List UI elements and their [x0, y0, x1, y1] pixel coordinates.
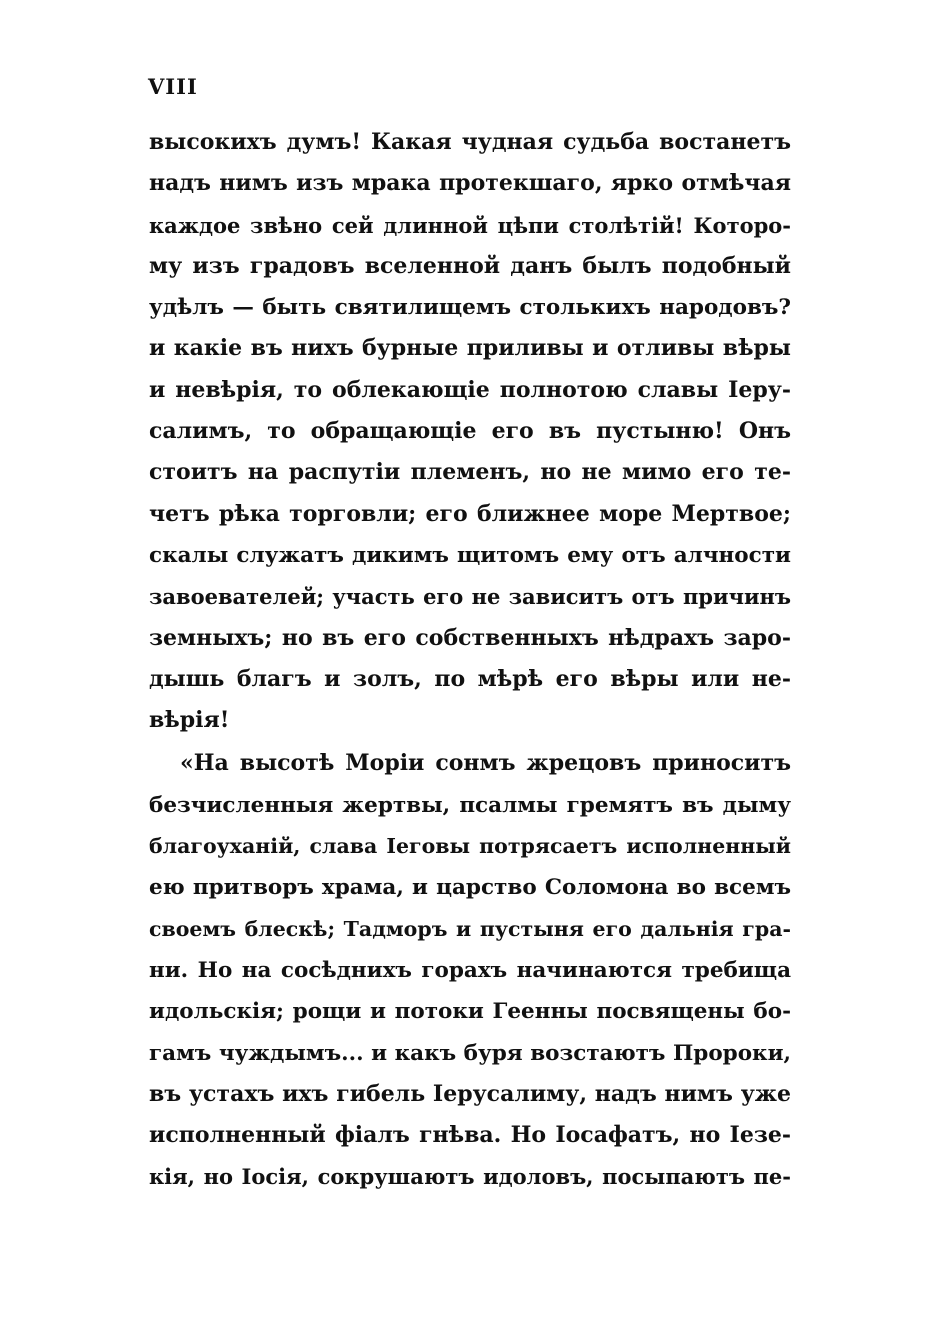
text-line: надъ нимъ изъ мрака протекшаго, ярко отмѣчая: [149, 170, 791, 197]
text-line: ни. Но на сосѣднихъ горахъ начинаются требища: [149, 957, 791, 983]
text-line: салимъ, то обращающіе его въ пустыню! Онъ: [149, 418, 791, 445]
text-line: дышь благъ и золъ, по мѣрѣ его вѣры или не-: [149, 665, 791, 692]
text-line: безчисленныя жертвы, псалмы гремятъ въ дыму: [149, 792, 791, 818]
page-number: VIII: [148, 74, 198, 99]
body-text: [149, 122, 791, 1198]
paragraph-2: [149, 743, 791, 1197]
text-line: земныхъ; но въ его собственныхъ нѣдрахъ заро-: [149, 624, 791, 651]
text-line: въ устахъ ихъ гибель Іерусалиму, надъ нимъ уже: [149, 1080, 791, 1107]
text-line: и какіе въ нихъ бурные приливы и отливы вѣры: [149, 335, 791, 362]
text-line: каждое звѣно сей длинной цѣпи столѣтій! Которо-: [149, 212, 791, 238]
text-line: и невѣрія, то облекающіе полнотою славы Іеру-: [149, 376, 791, 403]
text-line: стоитъ на распутіи племенъ, но не мимо его те-: [149, 459, 791, 486]
text-line: идольскія; рощи и потоки Геенны посвящены бо-: [149, 999, 791, 1025]
text-line: исполненный фіалъ гнѣва. Но Іосафатъ, но Іезе-: [149, 1122, 791, 1149]
paragraph-1: [149, 122, 791, 741]
text-line: вѣрія!: [149, 707, 230, 734]
text-line: высокихъ думъ! Какая чудная судьба востанетъ: [149, 129, 791, 155]
text-line: гамъ чуждымъ... и какъ буря возстаютъ Пророки,: [149, 1040, 791, 1066]
text-line: му изъ градовъ вселенной данъ былъ подобный: [149, 252, 791, 279]
text-line: удѣлъ — быть святилищемъ столькихъ народовъ?: [149, 295, 791, 321]
text-line: четъ рѣка торговли; его ближнее море Мертвое;: [149, 500, 791, 527]
text-line: своемъ блескѣ; Тадморъ и пустыня его дальнія гра-: [149, 916, 791, 941]
text-line: благоуханій, слава Іеговы потрясаетъ исполненный: [149, 834, 791, 859]
text-line: скалы служатъ дикимъ щитомъ ему отъ алчности: [149, 542, 791, 568]
text-line: «На высотѣ Моріи сонмъ жрецовъ приноситъ: [180, 750, 791, 777]
text-line: завоевателей; участь его не зависитъ отъ причинъ: [149, 584, 791, 610]
text-line: ею притворъ храма, и царство Соломона во всемъ: [149, 875, 791, 901]
text-line: кія, но Іосія, сокрушаютъ идоловъ, посыпаютъ пе-: [149, 1164, 791, 1190]
